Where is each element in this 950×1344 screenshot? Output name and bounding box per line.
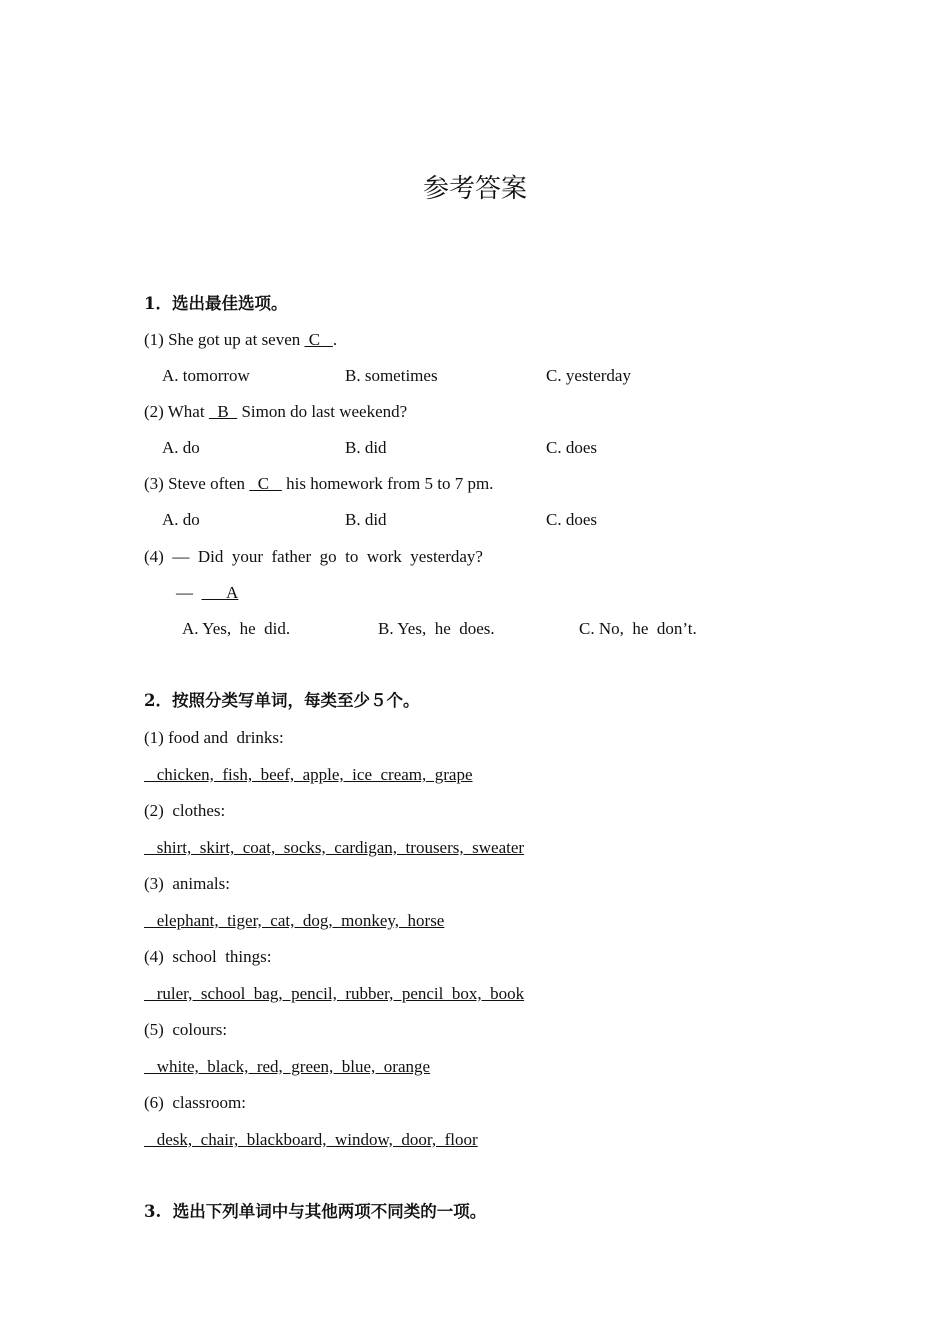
answer-blank: A	[201, 583, 239, 602]
category-answer: white, black, red, green, blue, orange	[144, 1057, 431, 1076]
option-a: A. tomorrow	[162, 366, 250, 385]
question-2	[144, 402, 407, 422]
category-answer: chicken, fish, beef, apple, ice cream, grape	[144, 765, 473, 784]
option-c: C. yesterday	[546, 366, 631, 385]
question-1	[144, 330, 337, 350]
option-c: C. does	[546, 438, 597, 457]
category-answer: elephant, tiger, cat, dog, monkey, horse	[144, 911, 445, 930]
question-3	[144, 474, 493, 494]
category-label: (2) clothes:	[144, 801, 226, 820]
category-label: (3) animals:	[144, 874, 230, 893]
page-title: 参考答案	[422, 174, 527, 204]
category-label: (1) food and drinks:	[144, 728, 284, 747]
option-c: C. No, he don’t.	[579, 619, 697, 638]
category-answer: desk, chair, blackboard, window, door, floor	[144, 1130, 478, 1149]
category-answer: shirt, skirt, coat, socks, cardigan, trousers, sweater	[144, 838, 525, 857]
option-b: B. Yes, he does.	[378, 619, 495, 638]
question-4: (4) — Did your father go to work yesterday?	[144, 547, 483, 566]
answer-blank: B	[208, 402, 238, 421]
option-b: B. did	[345, 438, 387, 457]
option-b: B. did	[345, 510, 387, 529]
category-label: (5) colours:	[144, 1020, 228, 1039]
category-answer: ruler, school bag, pencil, rubber, pencil box, book	[144, 984, 525, 1003]
dash: —	[176, 583, 202, 602]
section-2-heading: 2．按照分类写单词，每类至少５个。	[144, 691, 420, 710]
question-text: .	[332, 330, 338, 349]
question-text: (1) She got up at seven	[144, 330, 305, 349]
section-1-heading: 1．选出最佳选项。	[144, 294, 288, 313]
option-a: A. do	[162, 510, 200, 529]
option-b: B. sometimes	[345, 366, 438, 385]
question-text: his homework from 5 to 7 pm.	[281, 474, 494, 493]
category-label: (4) school things:	[144, 947, 272, 966]
question-4-answer	[176, 583, 238, 603]
question-text: Simon do last weekend?	[237, 402, 408, 421]
question-text: (2) What	[144, 402, 209, 421]
question-text: (3) Steve often	[144, 474, 250, 493]
answer-blank: C	[304, 330, 333, 349]
category-label: (6) classroom:	[144, 1093, 246, 1112]
option-a: A. Yes, he did.	[182, 619, 291, 638]
option-c: C. does	[546, 510, 597, 529]
option-a: A. do	[162, 438, 200, 457]
section-3-heading: 3. 选出下列单词中与其他两项不同类的一项。	[144, 1202, 487, 1221]
answer-blank: C	[249, 474, 282, 493]
